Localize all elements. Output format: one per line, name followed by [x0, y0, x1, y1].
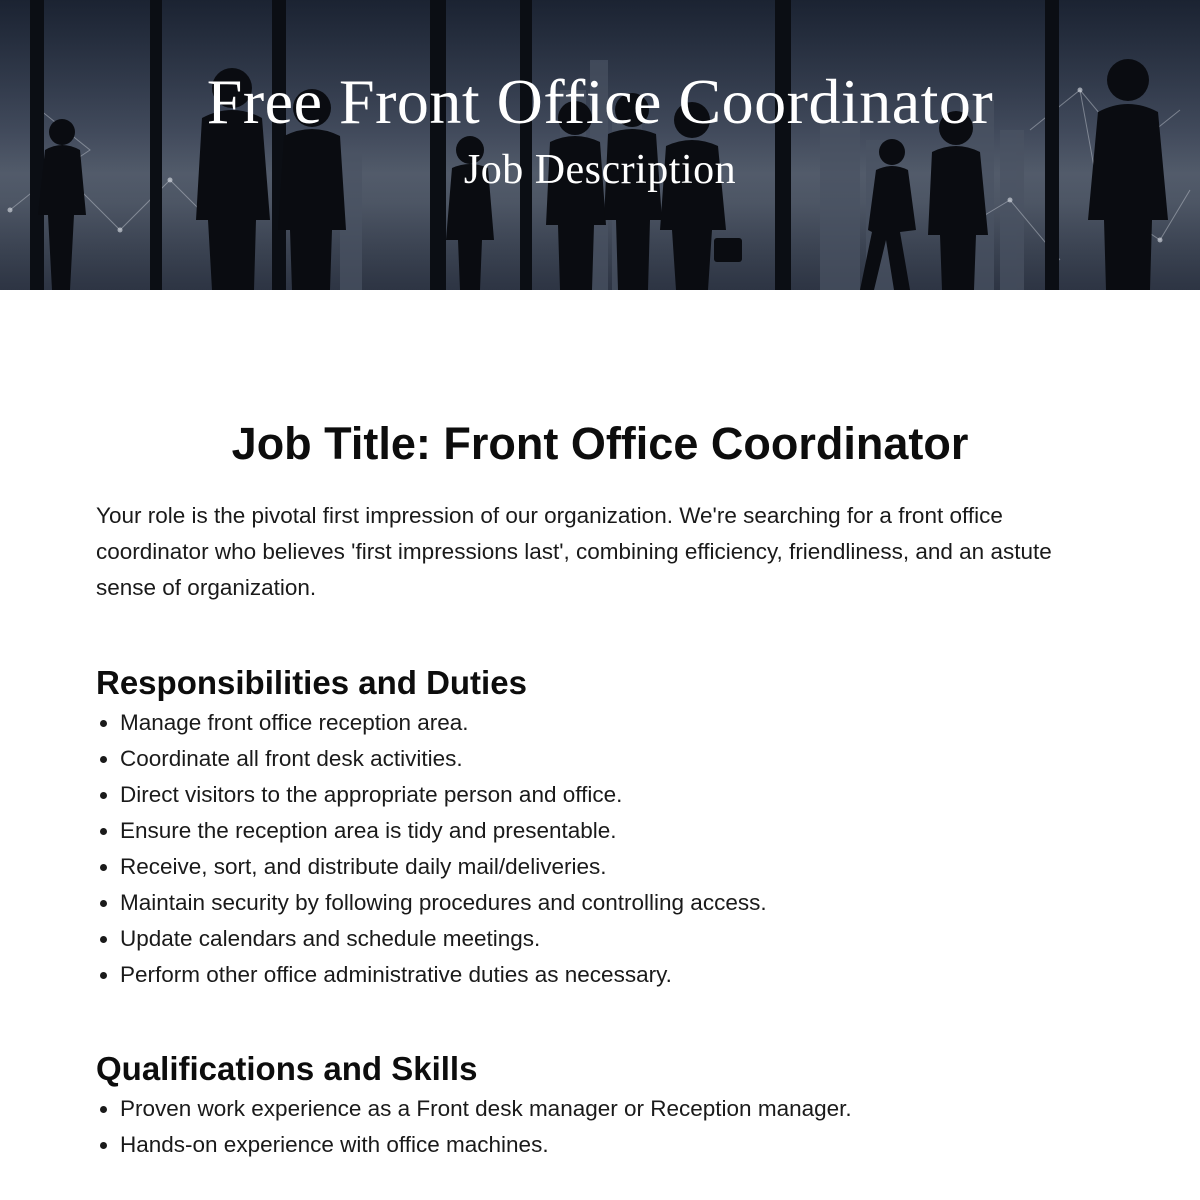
list-item: [96, 777, 1104, 813]
list-item-text: Receive, sort, and distribute daily mail/deliveries.: [120, 854, 607, 879]
bullet-icon: [100, 936, 107, 943]
job-title-heading: Job Title: Front Office Coordinator: [231, 418, 969, 469]
document-body: [96, 414, 1104, 1163]
qualifications-heading: Qualifications and Skills: [96, 1050, 478, 1087]
bullet-icon: [100, 792, 107, 799]
responsibilities-list: [96, 705, 1104, 993]
banner-subtitle: Job Description: [463, 147, 737, 193]
list-item: [96, 1127, 1104, 1163]
intro-paragraph: Your role is the pivotal first impression of our organization. We're searching for a front office coordinator who believes 'first impressions last', combining efficiency, friendliness, and an astute sense of organization.: [96, 503, 1052, 600]
list-item: [96, 885, 1104, 921]
bullet-icon: [100, 1142, 107, 1149]
list-item: [96, 705, 1104, 741]
list-item: [96, 957, 1104, 993]
qualifications-list: [96, 1091, 1104, 1163]
list-item: [96, 741, 1104, 777]
bullet-icon: [100, 828, 107, 835]
list-item-text: Perform other office administrative duties as necessary.: [120, 962, 672, 987]
list-item-text: Maintain security by following procedures and controlling access.: [120, 890, 767, 915]
list-item-text: Proven work experience as a Front desk manager or Reception manager.: [120, 1096, 852, 1121]
bullet-icon: [100, 1106, 107, 1113]
bullet-icon: [100, 900, 107, 907]
list-item-text: Hands-on experience with office machines.: [120, 1132, 549, 1157]
responsibilities-heading: Responsibilities and Duties: [96, 664, 527, 701]
list-item-text: Ensure the reception area is tidy and presentable.: [120, 818, 617, 843]
list-item-text: Update calendars and schedule meetings.: [120, 926, 541, 951]
list-item: [96, 921, 1104, 957]
list-item: [96, 1091, 1104, 1127]
list-item: [96, 849, 1104, 885]
list-item-text: Manage front office reception area.: [120, 710, 469, 735]
bullet-icon: [100, 756, 107, 763]
banner-title: Free Front Office Coordinator: [206, 66, 994, 137]
list-item-text: Direct visitors to the appropriate person and office.: [120, 782, 623, 807]
office-silhouettes-image: [0, 0, 1200, 290]
list-item: [96, 813, 1104, 849]
list-item-text: Coordinate all front desk activities.: [120, 746, 463, 771]
bullet-icon: [100, 720, 107, 727]
header-banner: [0, 0, 1200, 290]
bullet-icon: [100, 972, 107, 979]
bullet-icon: [100, 864, 107, 871]
